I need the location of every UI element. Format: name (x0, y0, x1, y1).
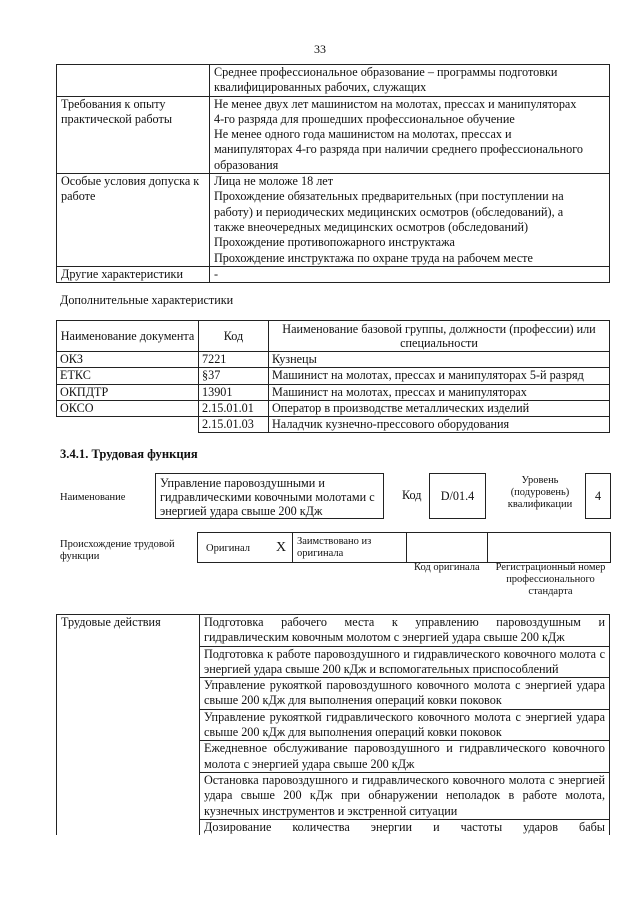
row-label: Трудовые действия (57, 615, 200, 836)
table-cell: Машинист на молотах, прессах и манипуляторах (269, 384, 610, 400)
header-cell: Код (199, 321, 269, 352)
divider (292, 533, 293, 562)
original-mark: X (276, 540, 287, 555)
labor-action: Дозирование количества энергии и частоты ударов бабы (200, 819, 610, 835)
text-line: Прохождение инструктажа по охране труда на рабочем месте (214, 250, 533, 265)
text-line: Прохождение обязательных предварительных (при поступлении на (214, 189, 564, 204)
text-line: работу) и периодических медицинских осмотров (обследований), а (214, 204, 564, 219)
table-cell: 2.15.01.03 (199, 417, 269, 433)
row-label (57, 65, 210, 97)
table-cell: 13901 (199, 384, 269, 400)
labor-action: Подготовка к работе паровоздушного и гидравлического ковочного молота с энергией удара свыше 200 кДж и вспомогательных приспособлений (200, 646, 610, 678)
row-value (210, 65, 610, 97)
code-label: Код (402, 488, 422, 502)
table-cell: Оператор в производстве металлических изделий (269, 400, 610, 416)
table-header-row (57, 321, 610, 352)
name-label: Наименование (60, 492, 126, 503)
original-label: Оригинал (206, 543, 250, 554)
labor-action: Управление рукояткой паровоздушного ковочного молота с энергией удара свыше 200 кДж для выполнения операций ковки поковок (200, 678, 610, 710)
requirements-table (56, 64, 610, 283)
borrowed-label: Заимствовано из оригинала (297, 536, 372, 559)
row-value (210, 174, 610, 267)
table-cell: §37 (199, 368, 269, 384)
codes-table (56, 320, 610, 433)
table-row (57, 65, 610, 97)
level-label: Уровень (подуровень) квалификации (507, 475, 573, 510)
table-cell: 7221 (199, 352, 269, 368)
table-cell: Кузнецы (269, 352, 610, 368)
header-cell: Наименование документа (57, 321, 199, 352)
row-value (210, 266, 610, 282)
divider (487, 533, 488, 562)
table-cell: ОКЗ (57, 352, 199, 368)
table-row (57, 417, 610, 433)
table-row (57, 96, 610, 173)
table-row (57, 400, 610, 416)
table-row (57, 174, 610, 267)
text-line: - (214, 266, 219, 281)
labor-action: Ежедневное обслуживание паровоздушного и гидравлического ковочного молота с энергией удара свыше 200 кДж (200, 741, 610, 773)
table-cell: Наладчик кузнечно-прессового оборудования (269, 417, 610, 433)
table-row (57, 384, 610, 400)
header-cell: Наименование базовой группы, должности (профессии) или специальности (269, 321, 610, 352)
labor-actions-table (56, 614, 610, 835)
table-row (57, 615, 610, 647)
row-label: Особые условия допуска к работе (57, 174, 210, 267)
table-cell: ОКПДТР (57, 384, 199, 400)
text-line: образования (214, 157, 279, 172)
text-line: Среднее профессиональное образование – программы подготовки (214, 65, 558, 79)
text-line: 4-го разряда для прошедших профессиональное обучение (214, 111, 515, 126)
text-line: Не менее двух лет машинистом на молотах, прессах и манипуляторах (214, 96, 577, 111)
labor-action: Остановка паровоздушного и гидравлического ковочного молота с энергией удара свыше 200 кДж при обнаружении неполадок в работе молота, кузнечных инструментов и экстренной ситуации (200, 772, 610, 819)
level-value-box: 4 (585, 473, 611, 519)
text-line: Не менее одного года машинистом на молотах, прессах и (214, 127, 512, 142)
table-row (57, 266, 610, 282)
page-number: 33 (314, 42, 326, 56)
origin-row (197, 532, 611, 563)
text-line: квалифицированных рабочих, служащих (214, 80, 427, 95)
labor-action: Управление рукояткой гидравлического ковочного молота с энергией удара свыше 200 кДж для выполнения операций ковки поковок (200, 709, 610, 741)
labor-action: Подготовка рабочего места к управлению паровоздушным и гидравлическим ковочным молотом с энергией удара свыше 200 кДж (200, 615, 610, 647)
table-cell: Машинист на молотах, прессах и манипуляторах 5-й разряд (269, 368, 610, 384)
table-row (57, 368, 610, 384)
text-line: Прохождение противопожарного инструктажа (214, 235, 455, 250)
row-label: Другие характеристики (57, 266, 210, 282)
table-row (57, 352, 610, 368)
table-cell: ЕТКС (57, 368, 199, 384)
row-label: Требования к опыту практической работы (57, 96, 210, 173)
code-original-caption: Код оригинала (414, 562, 480, 573)
row-value (210, 96, 610, 173)
text-line: манипуляторах 4-го разряда при наличии среднего профессионального (214, 142, 584, 157)
table-cell (57, 417, 199, 433)
additional-heading: Дополнительные характеристики (60, 293, 234, 307)
table-cell: ОКСО (57, 400, 199, 416)
section-title: 3.4.1. Трудовая функция (60, 447, 198, 461)
reg-number-caption: Регистрационный номер профессионального стандарта (495, 562, 606, 597)
origin-label: Происхождение трудовой функции (60, 539, 175, 562)
function-name-box: Управление паровоздушными и гидравлическими ковочными молотами с энергией удара свыше 200 кДж (155, 473, 384, 519)
divider (406, 533, 407, 562)
table-cell: 2.15.01.01 (199, 400, 269, 416)
function-code-box: D/01.4 (429, 473, 486, 519)
text-line: также внеочередных медицинских осмотров (обследований) (214, 219, 529, 234)
text-line: Лица не моложе 18 лет (214, 174, 334, 189)
